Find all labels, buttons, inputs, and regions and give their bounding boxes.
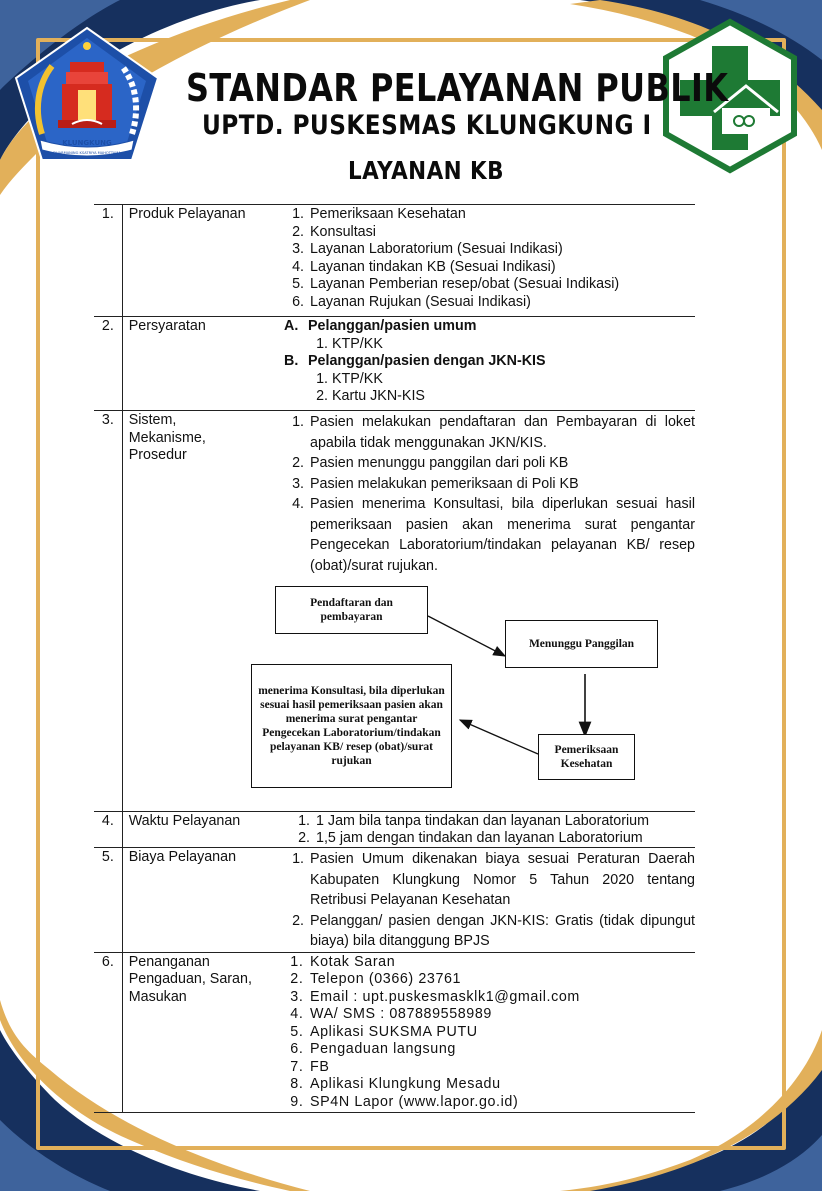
requirement-list: [284, 336, 695, 354]
row-number: 5.: [94, 848, 122, 953]
row-label: Sistem, Mekanisme, Prosedur: [128, 412, 206, 463]
complaint-channel-list: [284, 954, 695, 1112]
list-item: 3. Email : upt.puskesmasklk1@gmail.com: [308, 989, 695, 1007]
group-letter: A.: [284, 318, 299, 334]
list-item: 1. Pasien melakukan pendaftaran dan Pembayaran di loket apabila tidak menggunakan JKN/KIS.: [308, 412, 695, 453]
row-content: [284, 812, 695, 848]
table-row-prosedur: [94, 411, 695, 812]
list-item: 1. Kotak Saran: [308, 954, 695, 972]
list-item: 1. Pasien Umum dikenakan biaya sesuai Peraturan Daerah Kabupaten Klungkung Nomor 5 Tahun 2020 tentang Retribusi Pelayanan Kesehatan: [308, 849, 695, 911]
row-label: Persyaratan: [128, 318, 206, 334]
row-content: [284, 205, 695, 317]
service-name: LAYANAN KB: [348, 156, 504, 185]
list-item: 1. 1 Jam bila tanpa tindakan dan layanan Laboratorium: [314, 813, 695, 830]
page-title: STANDAR PELAYANAN PUBLIK: [186, 66, 729, 110]
list-item: 3. Pasien melakukan pemeriksaan di Poli KB: [308, 474, 695, 495]
requirement-list: [284, 371, 695, 406]
group-letter: B.: [284, 353, 299, 369]
row-number: 4.: [94, 812, 122, 848]
table-row-produk: [94, 205, 695, 317]
list-item: 4. WA/ SMS : 087889558989: [308, 1006, 695, 1024]
list-item: 7. FB: [308, 1059, 695, 1077]
procedure-list: [284, 412, 695, 576]
list-item: 4. Layanan tindakan KB (Sesuai Indikasi): [308, 259, 695, 277]
list-item: 6. Layanan Rujukan (Sesuai Indikasi): [308, 294, 695, 312]
table-row-persyaratan: [94, 317, 695, 411]
list-item: 8. Aplikasi Klungkung Mesadu: [308, 1076, 695, 1094]
svg-text:KLUNGKUNG: KLUNGKUNG: [62, 139, 112, 147]
list-item: 2. Pelanggan/ pasien dengan JKN-KIS: Gratis (tidak dipungut biaya) bila ditanggung BPJS: [308, 911, 695, 952]
row-number: 6.: [94, 952, 122, 1112]
list-item: 1. Pemeriksaan Kesehatan: [308, 206, 695, 224]
list-item: 6. Pengaduan langsung: [308, 1041, 695, 1059]
row-content: [284, 952, 695, 1112]
row-number: 3.: [94, 411, 122, 812]
cost-list: [284, 849, 695, 952]
service-standard-table: [94, 204, 695, 1113]
list-item: 2. Telepon (0366) 23761: [308, 971, 695, 989]
requirement-group-heading: [284, 353, 695, 371]
group-title: Pelanggan/pasien umum: [308, 318, 477, 334]
list-item: 5. Aplikasi SUKSMA PUTU: [308, 1024, 695, 1042]
row-number: 1.: [94, 205, 122, 317]
procedure-flowchart: [258, 586, 695, 811]
list-item: 2. Pasien menunggu panggilan dari poli KB: [308, 453, 695, 474]
list-item: 5. Layanan Pemberian resep/obat (Sesuai Indikasi): [308, 276, 695, 294]
row-content: [284, 317, 695, 411]
row-content: [258, 411, 695, 812]
klungkung-regency-logo: [12, 24, 162, 164]
row-label: Penanganan Pengaduan, Saran, Masukan: [128, 953, 252, 1005]
institution-name: UPTD. PUSKESMAS KLUNGKUNG I: [202, 110, 652, 141]
list-item: 2. 1,5 jam dengan tindakan dan layanan Laboratorium: [314, 830, 695, 847]
row-number: 2.: [94, 317, 122, 411]
list-item: 1. KTP/KK: [332, 336, 695, 354]
table-row-pengaduan: [94, 952, 695, 1112]
table-row-biaya: [94, 848, 695, 953]
row-label: Biaya Pelayanan: [128, 849, 237, 865]
group-title: Pelanggan/pasien dengan JKN-KIS: [308, 353, 546, 369]
row-content: [284, 848, 695, 953]
list-item: 2. Konsultasi: [308, 224, 695, 242]
table-row-waktu: [94, 812, 695, 848]
svg-text:DHARMANING KSATRIYA MAHOTTAMA: DHARMANING KSATRIYA MAHOTTAMA: [53, 151, 121, 155]
flow-step-registration: Pendaftaran dan pembayaran: [275, 586, 428, 634]
product-list: [284, 206, 695, 311]
flow-step-waiting: Menunggu Panggilan: [505, 620, 658, 668]
flow-step-consultation: menerima Konsultasi, bila diperlukan sesuai hasil pemeriksaan pasien akan menerima surat pengantar Pengecekan Laboratorium/tindakan pelayanan KB/ resep (obat)/surat rujukan: [251, 664, 452, 788]
row-label: Produk Pelayanan: [128, 206, 246, 222]
flow-step-examination: Pemeriksaan Kesehatan: [538, 734, 635, 780]
requirement-group-heading: [284, 318, 695, 336]
list-item: 2. Kartu JKN-KIS: [332, 388, 695, 406]
list-item: 4. Pasien menerima Konsultasi, bila diperlukan sesuai hasil pemeriksaan pasien akan menerima surat pengantar Pengecekan Laboratorium/tindakan pelayanan KB/ resep (obat)/surat rujukan.: [308, 494, 695, 576]
list-item: 1. KTP/KK: [332, 371, 695, 389]
row-label: Waktu Pelayanan: [128, 813, 241, 829]
list-item: 3. Layanan Laboratorium (Sesuai Indikasi): [308, 241, 695, 259]
time-list: [284, 813, 695, 847]
list-item: 9. SP4N Lapor (www.lapor.go.id): [308, 1094, 695, 1112]
